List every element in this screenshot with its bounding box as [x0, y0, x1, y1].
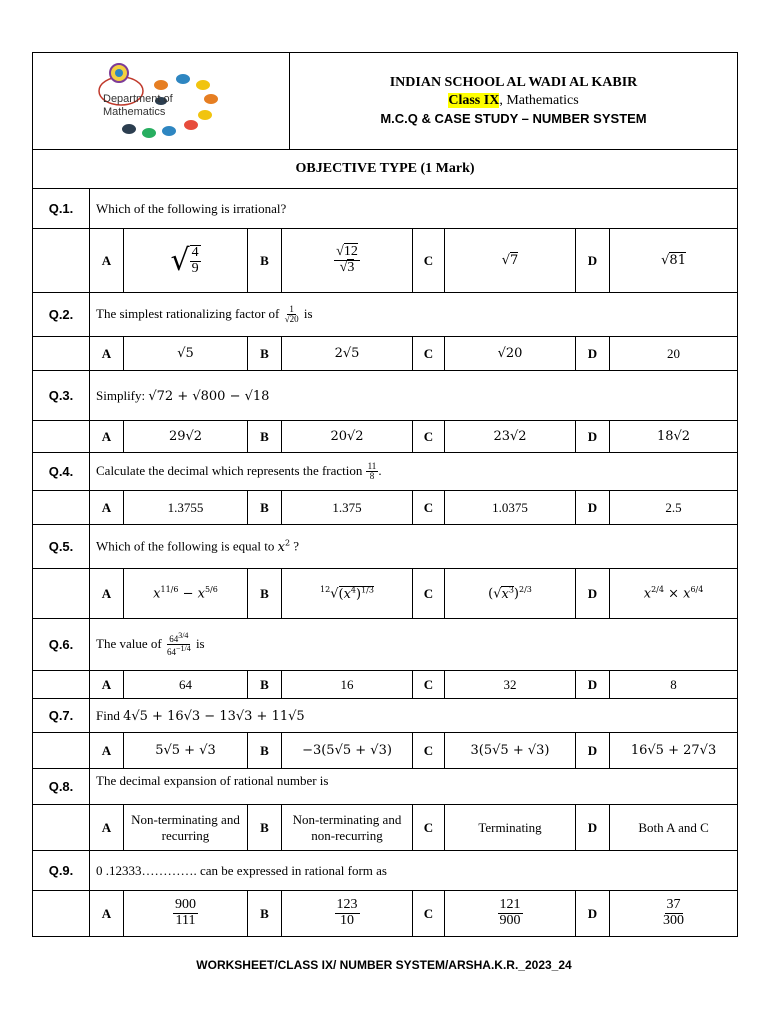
option-c[interactable]: $\frac{121}{900}$	[445, 891, 576, 937]
question-text-before: Simplify:	[96, 387, 149, 403]
worksheet-title: M.C.Q & CASE STUDY – NUMBER SYSTEM	[380, 111, 647, 126]
option-b[interactable]: $^{12}√(x^4)^{1/3}$	[282, 569, 413, 619]
question-text	[90, 371, 738, 421]
question-text	[90, 293, 738, 337]
option-letter-d: D	[576, 337, 610, 371]
option-letter-b: B	[248, 229, 282, 293]
option-letter-b: B	[248, 569, 282, 619]
section-title: OBJECTIVE TYPE (1 Mark)	[33, 150, 738, 189]
question-text-after: .	[378, 462, 382, 478]
option-letter-c: C	[413, 229, 445, 293]
class-line	[296, 92, 731, 110]
option-letter-a: A	[90, 733, 124, 769]
worksheet	[32, 52, 737, 937]
option-c[interactable]: 32	[445, 671, 576, 699]
option-letter-b: B	[248, 491, 282, 525]
option-a[interactable]: √5	[124, 337, 248, 371]
option-letter-c: C	[413, 891, 445, 937]
option-letter-c: C	[413, 421, 445, 453]
question-text: Which of the following is irrational?	[90, 189, 738, 229]
class-label: Class IX	[448, 93, 500, 108]
option-a[interactable]: 5√5 + √3	[124, 733, 248, 769]
question-number: Q.5.	[33, 525, 90, 569]
option-letter-c: C	[413, 805, 445, 851]
fraction: $\frac{4}{9}$	[191, 244, 199, 276]
question-expression: $x^2$	[277, 538, 291, 555]
option-letter-b: B	[248, 805, 282, 851]
option-c[interactable]: Terminating	[445, 805, 576, 851]
spacer-cell	[33, 229, 90, 293]
option-a[interactable]	[124, 229, 248, 293]
option-letter-b: B	[248, 733, 282, 769]
option-letter-d: D	[576, 421, 610, 453]
option-letter-a: A	[90, 421, 124, 453]
question-number: Q.8.	[33, 769, 90, 805]
question-number: Q.2.	[33, 293, 90, 337]
option-d[interactable]: $\frac{37}{300}$	[610, 891, 738, 937]
option-c[interactable]: √20	[445, 337, 576, 371]
option-d[interactable]: 2.5	[610, 491, 738, 525]
option-b[interactable]: Non-terminating and non-recurring	[282, 805, 413, 851]
question-expression: √72 + √800 − √18	[148, 388, 270, 404]
option-c[interactable]: √7	[445, 229, 576, 293]
question-text	[90, 619, 738, 671]
option-letter-a: A	[90, 491, 124, 525]
logo-text	[103, 93, 173, 119]
question-text	[90, 525, 738, 569]
question-number: Q.9.	[33, 851, 90, 891]
option-a[interactable]: 29√2	[124, 421, 248, 453]
question-text-before: The simplest rationalizing factor of	[96, 305, 283, 321]
fraction: $\frac{1}{√20}$	[284, 303, 299, 324]
question-text-before: The value of	[96, 635, 165, 651]
option-letter-d: D	[576, 491, 610, 525]
spacer-cell	[33, 733, 90, 769]
option-letter-b: B	[248, 421, 282, 453]
subject-label: , Mathematics	[499, 93, 579, 108]
option-letter-d: D	[576, 671, 610, 699]
logo-text-line1: Department of	[103, 93, 173, 105]
sqrt-sign-icon: √	[170, 243, 190, 278]
option-letter-a: A	[90, 569, 124, 619]
title-cell	[290, 53, 738, 150]
option-d[interactable]: Both A and C	[610, 805, 738, 851]
option-d[interactable]: 20	[610, 337, 738, 371]
option-a[interactable]: Non-terminating and recurring	[124, 805, 248, 851]
option-b[interactable]: $\frac{123}{10}$	[282, 891, 413, 937]
option-letter-d: D	[576, 805, 610, 851]
option-letter-b: B	[248, 337, 282, 371]
question-text	[90, 699, 738, 733]
question-text-after: is	[300, 305, 313, 321]
header-table	[32, 52, 738, 150]
question-text-after: ?	[290, 538, 300, 554]
fraction: $\frac{√12}{√3}$	[336, 244, 358, 275]
question-text-before: Calculate the decimal which represents the fraction	[96, 462, 366, 478]
logo-text-line2: Mathematics	[103, 106, 166, 118]
option-b[interactable]: 20√2	[282, 421, 413, 453]
option-letter-d: D	[576, 891, 610, 937]
question-text	[90, 453, 738, 491]
option-d[interactable]: √81	[610, 229, 738, 293]
logo-cell	[33, 53, 290, 150]
option-letter-a: A	[90, 805, 124, 851]
option-letter-a: A	[90, 671, 124, 699]
option-a[interactable]: $\frac{900}{111}$	[124, 891, 248, 937]
option-letter-c: C	[413, 491, 445, 525]
option-letter-c: C	[413, 337, 445, 371]
option-letter-c: C	[413, 733, 445, 769]
option-b[interactable]: 2√5	[282, 337, 413, 371]
option-letter-d: D	[576, 733, 610, 769]
option-d[interactable]: 16√5 + 27√3	[610, 733, 738, 769]
fraction: $\frac{11}{8}$	[367, 460, 377, 481]
question-number: Q.1.	[33, 189, 90, 229]
question-text-before: Find	[96, 707, 124, 723]
spacer-cell	[33, 891, 90, 937]
option-d[interactable]: 8	[610, 671, 738, 699]
option-letter-b: B	[248, 671, 282, 699]
option-letter-c: C	[413, 671, 445, 699]
option-letter-a: A	[90, 337, 124, 371]
question-text-before: Which of the following is equal to	[96, 538, 278, 554]
questions-table	[32, 149, 738, 937]
question-text: 0 .12333…………. can be expressed in rational form as	[90, 851, 738, 891]
question-number: Q.3.	[33, 371, 90, 421]
option-letter-d: D	[576, 569, 610, 619]
option-letter-b: B	[248, 891, 282, 937]
option-d[interactable]: 18√2	[610, 421, 738, 453]
option-d[interactable]: $x^{2/4} \times x^{6/4}$	[610, 569, 738, 619]
question-number: Q.7.	[33, 699, 90, 733]
option-b[interactable]: 1.375	[282, 491, 413, 525]
option-a[interactable]: 64	[124, 671, 248, 699]
fraction: $\frac{64^{3/4}}{64^{-1/4}}$	[166, 630, 191, 657]
spacer-cell	[33, 805, 90, 851]
option-b[interactable]	[282, 229, 413, 293]
question-expression: 4√5 + 16√3 − 13√3 + 11√5	[123, 708, 305, 724]
spacer-cell	[33, 569, 90, 619]
school-name: INDIAN SCHOOL AL WADI AL KABIR	[389, 75, 638, 90]
option-a[interactable]: $x^{11/6} - x^{5/6}$	[124, 569, 248, 619]
option-a[interactable]: 1.3755	[124, 491, 248, 525]
spacer-cell	[33, 337, 90, 371]
option-c[interactable]: 3(5√5 + √3)	[445, 733, 576, 769]
option-letter-a: A	[90, 229, 124, 293]
option-b[interactable]: 16	[282, 671, 413, 699]
spacer-cell	[33, 671, 90, 699]
question-number: Q.6.	[33, 619, 90, 671]
option-c[interactable]: 1.0375	[445, 491, 576, 525]
option-letter-d: D	[576, 229, 610, 293]
option-c[interactable]: $(√x^3)^{2/3}$	[445, 569, 576, 619]
option-c[interactable]: 23√2	[445, 421, 576, 453]
spacer-cell	[33, 491, 90, 525]
option-letter-a: A	[90, 891, 124, 937]
option-b[interactable]: −3(5√5 + √3)	[282, 733, 413, 769]
question-number: Q.4.	[33, 453, 90, 491]
question-text-after: is	[192, 635, 205, 651]
question-text: The decimal expansion of rational number is	[90, 769, 738, 805]
option-letter-c: C	[413, 569, 445, 619]
spacer-cell	[33, 421, 90, 453]
footer: WORKSHEET/CLASS IX/ NUMBER SYSTEM/ARSHA.K.R._2023_24	[196, 958, 572, 972]
